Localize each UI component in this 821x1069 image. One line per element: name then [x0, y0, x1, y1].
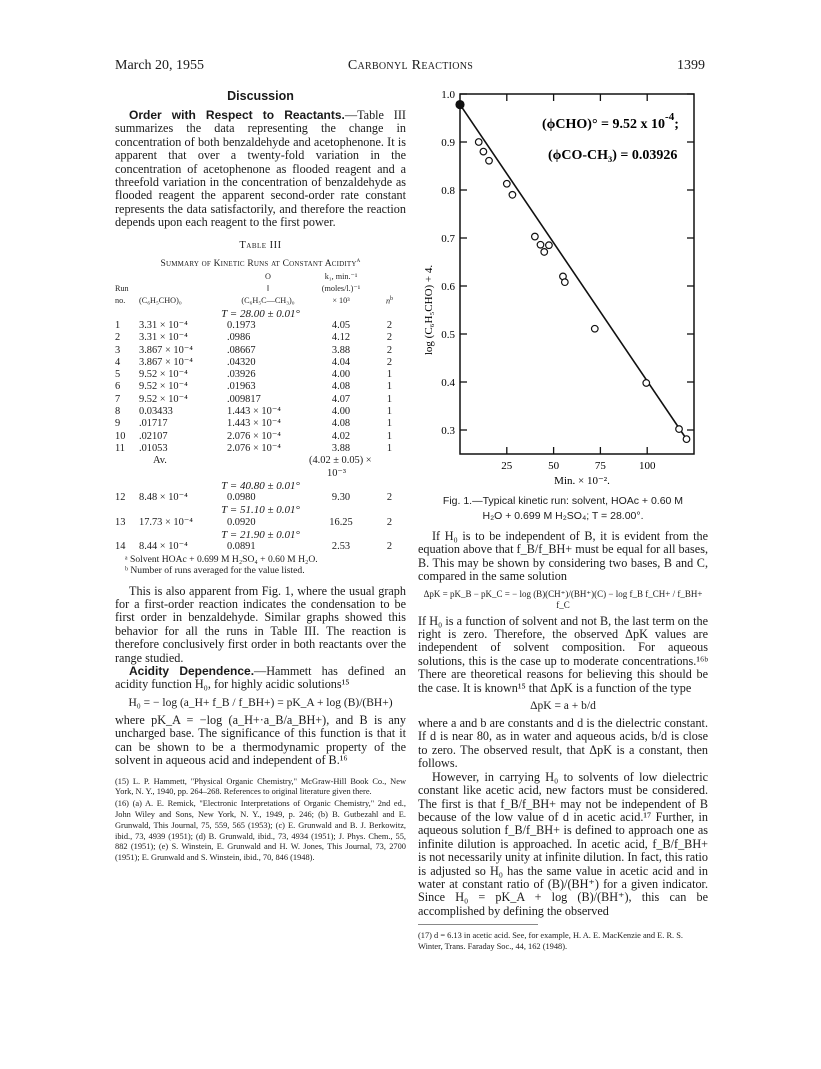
table-condition: T = 40.80 ± 0.01°: [221, 479, 300, 492]
table-cell-n: 1: [386, 418, 393, 430]
table-cell-n: 1: [386, 393, 393, 405]
chart-data-point: [541, 249, 548, 256]
chart-data-point: [480, 148, 487, 155]
kinetic-runs-table: Run no. (C₆H₅CHO)₀ O ‖ (C₆H₅C—CH₃)₀ k₁, min.⁻¹ (moles/l.)⁻¹ × 10³ $n^b$ T = 28.00 ± 0.01° 1 3.31 × 10⁻⁴ 0.1973 4.05 2 2 3.31 × 10⁻⁴ .0986 4.12 2 3 3.867 × 10⁻⁴ .08667 3.88 2 4 3.867 × 10⁻⁴ .04320 4.04 2 5 9.52 × 10⁻⁴ .03926 4.00 1 6 9.52 × 10⁻⁴ .01963 4.08 1 7 9.52 × 10⁻⁴ .009817 4.07 1 8 0.03433 1.443 × 10⁻⁴ 4.00 1 9 .01717 1.443 × 10⁻⁴ 4.08 1 10 .02107 2.076 × 10⁻⁴ 4.02 1 11 .01053 2.076 × 10⁻⁴ 3.88 1 Av. (4.02 ± 0.05) × 10⁻³ T = 40.80 ± 0.01° 12 8.48 × 10⁻⁴ 0.0980 9.30 2 T = 51.10 ± 0.01° 13 17.73 × 10⁻⁴ 0.0920 16.25 2 T = 21.90 ± 0.01° 14 8.44 × 10⁻⁴ 0.0891 2.53 2: [115, 271, 406, 554]
table-row: [115, 332, 406, 344]
equation-h0: H₀ = − log (a_H+ f_B / f_BH+) = pK_A + log (B)/(BH+): [128, 696, 393, 709]
table-cell-k: 4.08: [331, 418, 351, 430]
table-header-row: Run no. (C₆H₅CHO)₀ O ‖ (C₆H₅C—CH₃)₀ k₁, min.⁻¹ (moles/l.)⁻¹ × 10³ $n^b$: [115, 271, 394, 306]
table-cell-run: 6: [115, 381, 121, 393]
table-cell-run: 11: [115, 442, 126, 454]
chart-y-tick-label: 0.9: [441, 137, 455, 149]
table-cell-k: 4.02: [331, 430, 351, 442]
footnote-rule: [418, 924, 538, 925]
equation-delta-pk-dielectric: ΔpK = a + b/d: [530, 700, 596, 713]
table-cell-n: 2: [386, 320, 393, 331]
table-condition: T = 28.00 ± 0.01°: [221, 307, 300, 320]
chart-y-axis-label: log (C₆H₅CHO) + 4.: [423, 264, 435, 356]
header-journal-title: Carbonyl Reactions: [347, 58, 474, 73]
chart-annotation-acetophenone: (ϕCO-CH₃) = 0.03926: [548, 148, 678, 163]
chart-annotation-benzaldehyde: (ϕCHO)° = 9.52 x $10^{-4}$;: [542, 111, 679, 132]
table-title: Table III: [239, 239, 282, 251]
table-cell-benz: .02107: [139, 430, 168, 442]
table-cell-aceto: .08667: [227, 344, 256, 356]
table-row: [115, 406, 406, 418]
h0-independence-paragraph: If H₀ is to be independent of B, it is evident from the equation above that f_B/f_BH+ must be equal for all bases, B. This may be shown by considering two bases, B and C, compared in the same solution: [418, 529, 708, 584]
table-average-row: Av. (4.02 ± 0.05) ×: [153, 455, 372, 467]
table-cell-benz: .01053: [139, 442, 168, 454]
table-cell-run: 2: [115, 332, 121, 344]
chart-x-tick-label: 100: [638, 460, 656, 472]
table-footnote-b: ᵇ Number of runs averaged for the value listed.: [125, 564, 305, 576]
table-cell-benz: 9.52 × 10⁻⁴: [139, 381, 188, 393]
table-cell-run: 7: [115, 393, 121, 405]
table-cell-benz: 3.867 × 10⁻⁴: [139, 344, 193, 356]
table-condition: T = 51.10 ± 0.01°: [221, 504, 300, 517]
table-row: [115, 431, 406, 443]
table-cell-k: 4.05: [331, 320, 351, 331]
table-subtitle: Summary of Kinetic Runs at Constant Acidity$^a$: [160, 255, 361, 269]
figure-caption-line-1: Fig. 1.—Typical kinetic run: solvent, HOAc + 0.60 M: [442, 495, 684, 507]
chart-data-point: [532, 233, 539, 240]
chart-x-tick-label: 75: [594, 460, 606, 472]
table-row: [115, 443, 406, 455]
chart-data-point: [509, 192, 516, 199]
chart-data-point: [591, 325, 598, 332]
table-condition: T = 21.90 ± 0.01°: [221, 529, 300, 542]
header-date: March 20, 1955: [115, 58, 205, 73]
chart-y-tick-label: 0.4: [441, 377, 455, 389]
right-column: [418, 88, 708, 953]
table-cell-aceto: 1.443 × 10⁻⁴: [227, 406, 281, 418]
order-paragraph: [115, 109, 406, 230]
table-footnote-a: ᵃ Solvent HOAc + 0.699 M H₂SO₄ + 0.60 M H₂O.: [125, 553, 318, 565]
figure-paragraph: This is also apparent from Fig. 1, where the usual graph for a first-order reaction indicates the condensation to be first order in benzaldehyde. Similar graphs showed this behavior for all the runs in Table III. The reaction is therefore conclusively first order in both reactants over the range studied.: [115, 583, 406, 665]
chart-data-point: [537, 241, 544, 248]
dielectric-paragraph: where a and b are constants and d is the dielectric constant. If d is near 80, as in water and aqueous acids, b/d is close to zero. The observed result, that ΔpK is a constant, then follows.: [418, 716, 708, 771]
table-cell-n: 2: [386, 344, 393, 356]
reference-16: (16) (a) A. E. Remick, "Electronic Interpretations of Organic Chemistry," 2nd ed., John Wiley and Sons, New York, N. Y., 1949, p. 246; (b) B. Gutbezahl and E. Grunwald, This Journal, 75, 559, 565 (1953); (c) E. Grunwald and B. J. Berkowitz, ibid., 73, 4939 (1951); (d) B. Grunwald, ibid., 73, 4934 (1951); J. Phys. Chem., 55, 882 (1951); (e) S. Winstein, E. Grunwald and H. W. Jones, This Journal, 73, 2700 (1951); E. Grunwald and S. Winstein, ibid., 70, 846 (1948).: [115, 799, 406, 863]
table-cell-run: 5: [115, 369, 121, 381]
table-cell-benz: .01717: [139, 418, 168, 430]
table-cell-aceto: .04320: [227, 356, 256, 368]
acetic-acid-paragraph: However, in carrying H₀ to solvents of low dielectric constant like acetic acid, new factors must be considered. The first is that f_B/f_BH+ may not be independent of B because of the low value of d in acetic acid.¹⁷ Further, in aqueous solution f_B/f_BH+ is defined to approach one as infinite dilution is approached. In acetic acid, f_B/f_BH+ is not necessarily unity at infinite dilution. In fact, this ratio is adjusted so H₀ has the same value in acetic acid and in water at constant ratio of (B)/(BH⁺) for a given indicator. Since H₀ = pK_A + log (B)/(BH⁺), this can be accomplished by defining the observed: [418, 769, 708, 918]
table-cell-n: 1: [386, 430, 393, 442]
chart-y-tick-label: 0.5: [441, 329, 455, 341]
chart-data-point: [562, 279, 569, 286]
pka-paragraph: where pK_A = −log (a_H+·a_B/a_BH+), and B is any uncharged base. The significance of this function is that it can be shown to be a thermodynamic property of the solvent in aqueous acid and independent of B.¹⁶: [115, 712, 406, 768]
chart-data-point: [504, 180, 511, 187]
table-cell-run: 1: [115, 320, 121, 331]
chart-x-tick-label: 25: [501, 460, 513, 472]
table-row: [115, 381, 406, 393]
figure-caption-line-2: H₂O + 0.699 M H₂SO₄; T = 28.00°.: [482, 510, 644, 522]
table-row: [115, 369, 406, 381]
table-cell-run: 3: [115, 344, 121, 356]
figure-1: [418, 88, 708, 522]
acidity-paragraph: Acidity Dependence.—Hammett has defined an acidity function H₀, for highly acidic solutions¹⁵: [115, 664, 406, 692]
chart-x-axis-label: Min. × 10⁻².: [554, 475, 610, 487]
order-text: —Table III summarizes the data representing the change in concentration of both benzaldehyde and acetophenone. It is apparent that over a twenty-fold variation in the concentration of acetophenone as flooded reagent and a threefold variation in the concentration of benzaldehyde as flooded reagent the apparent second-order rate constant represents the data satisfactorily, and therefore the reaction depends upon each reagent to the first power.: [115, 108, 406, 230]
table-row: [115, 345, 406, 357]
table-cell-aceto: 2.076 × 10⁻⁴: [227, 442, 281, 454]
chart-data-point: [546, 242, 553, 249]
chart-y-tick-label: 0.7: [441, 233, 455, 245]
equation-delta-pk: ΔpK = pK_B − pK_C = − log (B)(CH⁺)/(BH⁺)(C) − log f_B f_CH+ / f_BH+ f_C: [423, 588, 703, 610]
reference-17: (17) d = 6.13 in acetic acid. See, for example, H. A. E. MacKenzie and E. R. S. Winter, Trans. Faraday Soc., 44, 162 (1948).: [418, 931, 683, 951]
table-cell-run: 4: [115, 356, 121, 368]
table-cell-n: 1: [386, 369, 393, 381]
table-cell-run: 10: [115, 430, 126, 442]
acidity-runin-heading: Acidity Dependence.: [129, 664, 255, 679]
table-cell-n: 2: [386, 332, 393, 344]
table-cell-n: 1: [386, 442, 393, 454]
table-row: [115, 320, 406, 332]
table-cell-benz: 3.31 × 10⁻⁴: [139, 320, 188, 331]
table-cell-k: 4.00: [331, 369, 351, 381]
table-cell-aceto: 2.076 × 10⁻⁴: [227, 430, 281, 442]
table-cell-aceto: .03926: [227, 369, 256, 381]
table-cell-benz: 3.31 × 10⁻⁴: [139, 332, 188, 344]
chart-data-point: [683, 436, 690, 443]
solvent-paragraph: If H₀ is a function of solvent and not B, the last term on the right is zero. Therefore, the observed ΔpK values are independent of solvent composition. For aqueous solutions, this is the case up to moderate concentrations.¹⁶ᵇ There are theoretical reasons for believing this should be the case. It is known¹⁵ that ΔpK is a function of the type: [418, 613, 708, 695]
table-cell-k: 4.04: [331, 356, 351, 368]
table-cell-aceto: 0.1973: [227, 320, 256, 331]
table-row: [115, 418, 406, 430]
chart-y-tick-label: 0.6: [441, 281, 455, 293]
chart-x-tick-label: 50: [548, 460, 560, 472]
table-cell-aceto: .0986: [227, 332, 251, 344]
chart-y-tick-label: 0.3: [441, 425, 455, 437]
table-cell-benz: 3.867 × 10⁻⁴: [139, 356, 193, 368]
table-row: [115, 394, 406, 406]
chart-y-tick-label: 1.0: [441, 89, 455, 101]
table-cell-k: 3.88: [331, 344, 351, 356]
table-cell-n: 1: [386, 406, 393, 418]
table-cell-n: 1: [386, 381, 393, 393]
table-row: 13 17.73 × 10⁻⁴ 0.0920 16.25 2: [115, 516, 393, 528]
table-cell-aceto: .01963: [227, 381, 256, 393]
table-row: 12 8.48 × 10⁻⁴ 0.0980 9.30 2: [115, 492, 393, 504]
chart-data-point: [486, 157, 493, 164]
chart-data-point: [643, 380, 650, 387]
left-column: [115, 89, 406, 864]
table-cell-n: 2: [386, 356, 393, 368]
table-cell-run: 8: [115, 406, 121, 418]
table-cell-benz: 9.52 × 10⁻⁴: [139, 393, 188, 405]
table-cell-k: 4.00: [331, 406, 351, 418]
kinetic-run-chart: [418, 88, 708, 488]
table-cell-aceto: 1.443 × 10⁻⁴: [227, 418, 281, 430]
header-page-number: 1399: [677, 58, 705, 73]
table-cell-k: 4.12: [331, 332, 351, 344]
table-cell-benz: 0.03433: [139, 406, 173, 418]
order-runin-heading: Order with Respect to Reactants.: [129, 108, 345, 122]
table-cell-k: 3.88: [331, 442, 351, 454]
chart-data-point: [475, 139, 482, 146]
table-cell-aceto: .009817: [227, 393, 261, 405]
table-cell-run: 9: [115, 418, 121, 430]
chart-data-point: [676, 426, 683, 433]
table-cell-k: 4.07: [331, 393, 351, 405]
chart-data-point: [456, 101, 464, 109]
chart-y-tick-label: 0.8: [441, 185, 455, 197]
reference-15: (15) L. P. Hammett, "Physical Organic Chemistry," McGraw-Hill Book Co., New York, N. Y., 1940, pp. 264–268. References to original literature given there.: [115, 776, 406, 797]
table-cell-k: 4.08: [331, 381, 351, 393]
section-title: Discussion: [227, 89, 294, 103]
table-row: 14 8.44 × 10⁻⁴ 0.0891 2.53 2: [115, 541, 393, 553]
table-row: [115, 357, 406, 369]
table-cell-benz: 9.52 × 10⁻⁴: [139, 369, 188, 381]
